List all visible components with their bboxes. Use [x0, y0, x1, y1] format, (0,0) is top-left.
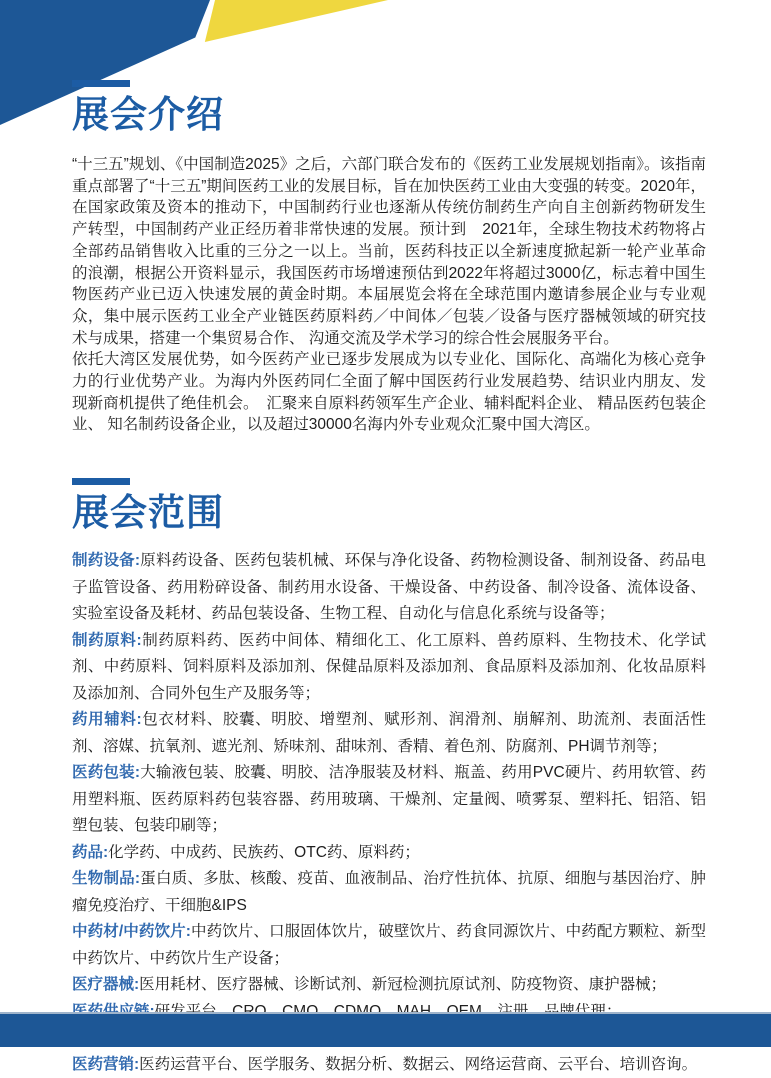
- scope-item: 中药材/中药饮片:中药饮片、口服固体饮片，破壁饮片、药食同源饮片、中药配方颗粒、新型中药饮片、中药饮片生产设备；: [72, 923, 706, 967]
- footer-blue-bar: [0, 1012, 771, 1047]
- intro-paragraph: “十三五”规划、《中国制造2025》之后，六部门联合发布的《医药工业发展规划指南》。该指南重点部署了“十三五”期间医药工业的发展目标，旨在加快医药工业由大变强的转变。2020年，在国家政策及资本的推动下，中国制药行业也逐渐从传统仿制药生产向自主创新药物研发生产转型，中国制药产业正经历着非常快速的发展。预计到 2021年，全球生物技术药物将占全部药品销售收入比重的三分之一以上。当前，医药科技正以全新速度掀起新一轮产业革命的浪潮，根据公开资料显示，我国医药市场增速预估到2022年将超过3000亿，标志着中国生物医药产业已迈入快速发展的黄金时期。本届展览会将在全球范围内邀请参展企业与专业观众，集中展示医药工业全产业链医药原料药／中间体／包装／设备与医疗器械领域的研究技术与成果，搭建一个集贸易合作、 沟通交流及学术学习的综合性会展服务平台。: [72, 156, 706, 347]
- intro-section-title: 展会介绍: [72, 94, 224, 135]
- intro-paragraph: 依托大湾区发展优势，如今医药产业已逐步发展成为以专业化、国际化、高端化为核心竞争力的行业优势产业。为海内外医药同仁全面了解中国医药行业发展趋势、结识业内朋友、发现新商机提供了绝佳机会。 汇聚来自原料药领军生产企业、辅料配料企业、 精品医药包装企业、 知名制药设备企业，以及超过30000名海内外专业观众汇聚中国大湾区。: [72, 351, 706, 434]
- scope-item-label: 制药原料:: [72, 631, 142, 649]
- scope-list: [72, 548, 706, 1078]
- scope-item: 药品:化学药、中成药、民族药、OTC药、原料药；: [72, 843, 420, 861]
- section-intro: [72, 80, 706, 436]
- scope-item-label: 中药材/中药饮片:: [72, 923, 191, 941]
- intro-text-block: [72, 154, 706, 436]
- scope-item-label: 药品:: [72, 843, 109, 861]
- scope-item-label: 生物制品:: [72, 870, 141, 888]
- scope-item: 医疗器械:医用耗材、医疗器械、诊断试剂、新冠检测抗原试剂、防疫物资、康护器械；: [72, 976, 667, 994]
- scope-item: 医药包装:大输液包装、胶囊、明胶、洁净服装及材料、瓶盖、药用PVC硬片、药用软管、药用塑料瓶、医药原料药包装容器、药用玻璃、干燥剂、定量阀、喷雾泵、塑料托、铝箔、铝塑包装、包装印刷等；: [72, 764, 706, 835]
- scope-item: 药用辅料:包衣材料、胶囊、明胶、增塑剂、赋形剂、润滑剂、崩解剂、助流剂、表面活性剂、溶媒、抗氧剂、遮光剂、矫味剂、甜味剂、香精、着色剂、防腐剂、PH调节剂等；: [72, 711, 706, 755]
- scope-section-title: 展会范围: [72, 492, 224, 534]
- scope-item-label: 医疗器械:: [72, 976, 140, 994]
- scope-item: 制药原料:制药原料药、医药中间体、精细化工、化工原料、兽药原料、生物技术、化学试剂、中药原料、饲料原料及添加剂、保健品原料及添加剂、食品原料及添加剂、化妆品原料及添加剂、合同外包生产及服务等；: [72, 631, 706, 702]
- scope-item-label: 药用辅料:: [72, 711, 142, 729]
- scope-item: 医药营销:医药运营平台、医学服务、数据分析、数据云、网络运营商、云平台、培训咨询。: [72, 1055, 698, 1073]
- scope-item: 制药设备:原料药设备、医药包装机械、环保与净化设备、药物检测设备、制剂设备、药品电子监管设备、药用粉碎设备、制药用水设备、干燥设备、中药设备、制冷设备、流体设备、实验室设备及耗材、药品包装设备、生物工程、自动化与信息化系统与设备等；: [72, 552, 706, 623]
- section-title-dash: [72, 80, 130, 87]
- scope-item: 生物制品:蛋白质、多肽、核酸、疫苗、血液制品、治疗性抗体、抗原、细胞与基因治疗、肿瘤免疫治疗、干细胞&IPS: [72, 870, 706, 914]
- scope-item-label: 医药包装:: [72, 764, 140, 782]
- page-content: [72, 0, 706, 1078]
- section-scope: [72, 478, 706, 1078]
- scope-item-label: 医药营销:: [72, 1055, 140, 1073]
- scope-item-label: 制药设备:: [72, 552, 141, 570]
- section-title-dash: [72, 478, 130, 485]
